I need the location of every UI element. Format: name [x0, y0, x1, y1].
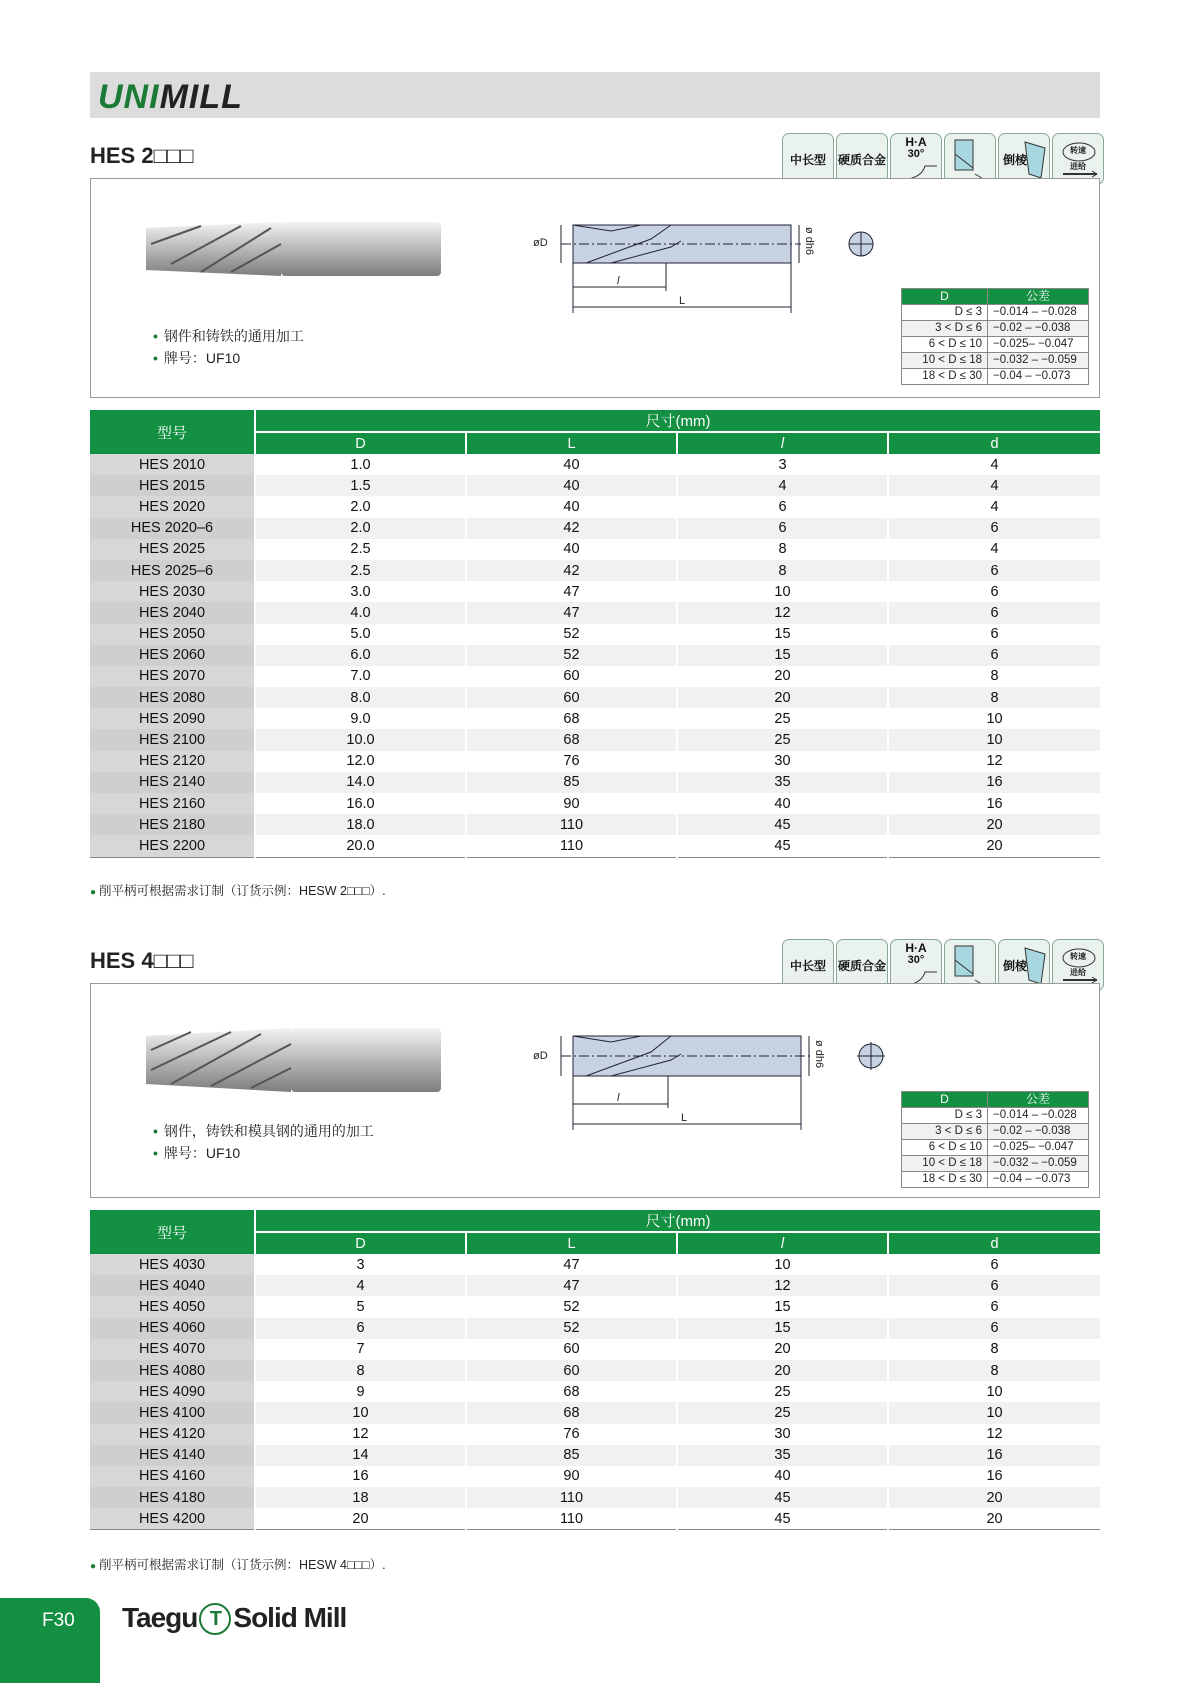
- value-cell: 42: [466, 518, 677, 539]
- model-cell: HES 4080: [90, 1360, 255, 1381]
- table-row: 3 < D ≤ 6 −0.02 – −0.038: [902, 321, 1089, 337]
- value-cell: 6.0: [255, 645, 466, 666]
- label-overall-length: L: [681, 1112, 688, 1124]
- value-cell: 20: [888, 1487, 1100, 1508]
- table-row: [90, 1339, 1100, 1360]
- label-diameter: øD: [533, 1050, 548, 1062]
- value-cell: 4: [677, 475, 888, 496]
- value-cell: 8: [677, 539, 888, 560]
- value-cell: 6: [888, 645, 1100, 666]
- table-row: 3 < D ≤ 6 −0.02 – −0.038: [902, 1124, 1089, 1140]
- value-cell: 25: [677, 1381, 888, 1402]
- value-cell: 7: [255, 1339, 466, 1360]
- model-cell: HES 2100: [90, 729, 255, 750]
- table-row: [90, 1445, 1100, 1466]
- value-cell: 20: [888, 835, 1100, 857]
- spec-table-wrap: [90, 410, 1100, 858]
- value-cell: 12: [255, 1424, 466, 1445]
- value-cell: 40: [466, 539, 677, 560]
- value-cell: 52: [466, 624, 677, 645]
- value-cell: 16: [986, 1468, 1003, 1485]
- value-cell: 45: [677, 814, 888, 835]
- feature-list: [153, 1120, 374, 1164]
- table-row: [90, 687, 1100, 708]
- chamfer-icon: 倒棱: [998, 939, 1050, 991]
- value-cell: 10: [677, 581, 888, 602]
- value-cell: 6: [888, 560, 1100, 581]
- value-cell: 20: [677, 666, 888, 687]
- table-row: [90, 496, 1100, 517]
- table-row: [90, 708, 1100, 729]
- value-cell: 90: [466, 793, 677, 814]
- table-row: [90, 751, 1100, 772]
- tolerance-table: D 公差 D ≤ 3 −0.014 – −0.028 3 < D ≤ 6 −0.02 – −0.038 6 < D ≤ 10 −0.025– −0.047 10 < D ≤ 18 −0.032 – −0.059 18 < D ≤ 30 −0.04 – −0.073: [901, 288, 1089, 385]
- value-cell: 4: [888, 475, 1100, 496]
- footnote: ● 削平柄可根据需求订制（订货示例：HESW 2□□□）.: [90, 884, 386, 898]
- model-cell: HES 4160: [90, 1466, 255, 1487]
- value-cell: 47: [466, 581, 677, 602]
- model-cell: HES 4030: [90, 1254, 255, 1275]
- value-cell: 4: [990, 498, 999, 515]
- value-cell: 5.0: [255, 624, 466, 645]
- model-cell: HES 2080: [90, 687, 255, 708]
- table-row: [90, 1381, 1100, 1402]
- value-cell: 76: [466, 751, 677, 772]
- table-row: [90, 835, 1100, 857]
- product-panel: [90, 983, 1100, 1198]
- value-cell: 60: [466, 687, 677, 708]
- table-row: [90, 772, 1100, 793]
- label-diameter: øD: [533, 237, 548, 249]
- value-cell: 6: [677, 518, 888, 539]
- table-row: [90, 602, 1100, 623]
- model-cell: HES 4050: [90, 1296, 255, 1317]
- value-cell: 20: [677, 1360, 888, 1381]
- model-cell: HES 2010: [90, 454, 255, 475]
- value-cell: 18.0: [255, 814, 466, 835]
- model-cell: HES 2040: [90, 602, 255, 623]
- value-cell: 8: [255, 1360, 466, 1381]
- value-cell: 47: [466, 1275, 677, 1296]
- value-cell: 5: [255, 1296, 466, 1317]
- model-cell: HES 2090: [90, 708, 255, 729]
- label-flute-length: l: [617, 1092, 620, 1104]
- value-cell: 9: [255, 1381, 466, 1402]
- model-cell: HES 2200: [90, 835, 255, 857]
- value-cell: 20.0: [255, 835, 466, 857]
- model-cell: HES 2060: [90, 645, 255, 666]
- table-row: [90, 518, 1100, 539]
- value-cell: 10: [888, 729, 1100, 750]
- value-cell: 16.0: [255, 793, 466, 814]
- value-cell: 2.0: [255, 496, 466, 517]
- value-cell: 16: [888, 1445, 1100, 1466]
- value-cell: 68: [466, 1402, 677, 1423]
- value-cell: 85: [466, 1445, 677, 1466]
- model-cell: HES 4120: [90, 1424, 255, 1445]
- value-cell: 12: [986, 1426, 1003, 1443]
- value-cell: 8: [990, 668, 999, 685]
- value-cell: 2.0: [255, 518, 466, 539]
- medium-length-icon: 中长型: [782, 133, 834, 185]
- value-cell: 10: [677, 1254, 888, 1275]
- model-cell: HES 2120: [90, 751, 255, 772]
- carbide-icon: 硬质合金: [836, 939, 888, 991]
- value-cell: 40: [466, 454, 677, 475]
- value-cell: 40: [677, 793, 888, 814]
- table-row: D ≤ 3 −0.014 – −0.028: [902, 305, 1089, 321]
- value-cell: 8: [888, 687, 1100, 708]
- value-cell: 15: [677, 1318, 888, 1339]
- model-cell: HES 2015: [90, 475, 255, 496]
- table-row: [90, 1487, 1100, 1508]
- table-row: [90, 1402, 1100, 1423]
- value-cell: 15: [677, 645, 888, 666]
- value-cell: 6: [888, 1275, 1100, 1296]
- value-cell: 1.0: [255, 454, 466, 475]
- value-cell: 9.0: [255, 708, 466, 729]
- value-cell: 40: [466, 475, 677, 496]
- value-cell: 10.0: [255, 729, 466, 750]
- helix-angle-icon: H·A 30°: [890, 939, 942, 991]
- product-panel: [90, 178, 1100, 398]
- table-row: [90, 454, 1100, 475]
- value-cell: 35: [677, 1445, 888, 1466]
- page-number: F30: [42, 1610, 75, 1631]
- table-row: [90, 729, 1100, 750]
- value-cell: 6: [990, 583, 999, 600]
- value-cell: 10: [888, 1402, 1100, 1423]
- value-cell: 12: [677, 602, 888, 623]
- value-cell: 14: [255, 1445, 466, 1466]
- table-row: [90, 1296, 1100, 1317]
- feature-list: [153, 325, 304, 369]
- value-cell: 4.0: [255, 602, 466, 623]
- section-title: HES 2□□□: [90, 143, 194, 168]
- value-cell: 20: [888, 1508, 1100, 1530]
- value-cell: 30: [677, 751, 888, 772]
- label-shank: ø dh6: [803, 227, 815, 256]
- value-cell: 8.0: [255, 687, 466, 708]
- value-cell: 35: [677, 772, 888, 793]
- label-flute-length: l: [617, 275, 620, 287]
- table-row: [90, 539, 1100, 560]
- value-cell: 8: [990, 1341, 999, 1358]
- value-cell: 25: [677, 1402, 888, 1423]
- spec-table-wrap: [90, 1210, 1100, 1530]
- value-cell: 16: [888, 772, 1100, 793]
- table-row: [90, 1466, 1100, 1487]
- value-cell: 90: [466, 1466, 677, 1487]
- value-cell: 8: [888, 1360, 1100, 1381]
- model-cell: HES 2020–6: [90, 518, 255, 539]
- tolerance-table: D 公差 D ≤ 3 −0.014 – −0.028 3 < D ≤ 6 −0.02 – −0.038 6 < D ≤ 10 −0.025– −0.047 10 < D ≤ 18 −0.032 – −0.059 18 < D ≤ 30 −0.04 – −0.073: [901, 1091, 1089, 1188]
- value-cell: 60: [466, 666, 677, 687]
- table-row: [90, 793, 1100, 814]
- value-cell: 6: [990, 626, 999, 643]
- value-cell: 110: [466, 835, 677, 857]
- unimill-logo: UNIMILL: [98, 78, 243, 116]
- chamfer-icon: 倒棱: [998, 133, 1050, 185]
- table-row: 10 < D ≤ 18 −0.032 – −0.059: [902, 353, 1089, 369]
- model-cell: HES 4060: [90, 1318, 255, 1339]
- value-cell: 6: [888, 518, 1100, 539]
- end-mill-photo: [141, 1024, 461, 1104]
- speed-feed-icon: 转速 进给: [1052, 939, 1104, 991]
- value-cell: 30: [677, 1424, 888, 1445]
- speed-feed-icon: 转速 进给: [1052, 133, 1104, 185]
- value-cell: 40: [677, 1466, 888, 1487]
- model-cell: HES 2180: [90, 814, 255, 835]
- value-cell: 3: [677, 454, 888, 475]
- value-cell: 10: [255, 1402, 466, 1423]
- table-row: [90, 1424, 1100, 1445]
- value-cell: 25: [677, 708, 888, 729]
- value-cell: 10: [986, 1383, 1003, 1400]
- value-cell: 3.0: [255, 581, 466, 602]
- list-item: • 钢件，铸铁和模具钢的通用的加工: [153, 1123, 374, 1139]
- table-row: [90, 1318, 1100, 1339]
- value-cell: 76: [466, 1424, 677, 1445]
- value-cell: 2.5: [255, 560, 466, 581]
- model-cell: HES 4090: [90, 1381, 255, 1402]
- value-cell: 4: [990, 456, 999, 473]
- table-row: [90, 624, 1100, 645]
- spec-table: 型号 尺寸(mm) D L l d HES 2010 1.0 40 3 4 HES 2015 1.5 40 4 4 HES 2020 2.0 40 6 4 HES 2020–6 2.0 42 6 6 HES 2025 2.5 40 8 4 HES 2025–6 2.5 42 8 6 HES 2030 3.0 47 10 6 HES 2040 4.0 47 12 6 HES 2050 5.0 52 15 6 HES 2060 6.0 52 15 6 HES 2070 7.0 60 20 8 HES 2080 8.0 60 20 8 HES 2090 9.0 68 25 10 HES 2100 10.0 68 25 10 HES 2120 12.0 76 30 12 HES 2140 14.0 85 35 16 HES 2160 16.0 90 40 16 HES 2180 18.0 110 45 20 HES 2200 20.0 110 45 20: [90, 410, 1100, 858]
- list-item: • 钢件和铸铁的通用加工: [153, 328, 304, 344]
- value-cell: 12: [677, 1275, 888, 1296]
- value-cell: 10: [986, 710, 1003, 727]
- value-cell: 6: [888, 1318, 1100, 1339]
- table-row: [90, 645, 1100, 666]
- value-cell: 15: [677, 1296, 888, 1317]
- value-cell: 16: [255, 1466, 466, 1487]
- table-row: 6 < D ≤ 10 −0.025– −0.047: [902, 1140, 1089, 1156]
- list-item: • 牌号：UF10: [153, 350, 241, 366]
- value-cell: 15: [677, 624, 888, 645]
- table-row: [90, 1254, 1100, 1275]
- model-cell: HES 4180: [90, 1487, 255, 1508]
- table-row: [90, 1360, 1100, 1381]
- list-item: • 牌号：UF10: [153, 1145, 241, 1161]
- value-cell: 60: [466, 1360, 677, 1381]
- value-cell: 1.5: [255, 475, 466, 496]
- value-cell: 12.0: [255, 751, 466, 772]
- helix-angle-icon: H·A 30°: [890, 133, 942, 185]
- value-cell: 2.5: [255, 539, 466, 560]
- model-cell: HES 2140: [90, 772, 255, 793]
- value-cell: 68: [466, 729, 677, 750]
- model-cell: HES 2025: [90, 539, 255, 560]
- value-cell: 85: [466, 772, 677, 793]
- value-cell: 4: [255, 1275, 466, 1296]
- model-cell: HES 4040: [90, 1275, 255, 1296]
- value-cell: 25: [677, 729, 888, 750]
- table-row: [90, 581, 1100, 602]
- model-cell: HES 4070: [90, 1339, 255, 1360]
- table-row: 10 < D ≤ 18 −0.032 – −0.059: [902, 1156, 1089, 1172]
- table-row: [90, 560, 1100, 581]
- value-cell: 42: [466, 560, 677, 581]
- label-overall-length: L: [679, 295, 686, 307]
- value-cell: 6: [677, 496, 888, 517]
- value-cell: 20: [888, 814, 1100, 835]
- value-cell: 12: [986, 753, 1003, 770]
- table-row: [90, 1275, 1100, 1296]
- label-shank: ø dh6: [813, 1040, 825, 1069]
- value-cell: 14.0: [255, 772, 466, 793]
- value-cell: 110: [466, 1487, 677, 1508]
- value-cell: 68: [466, 1381, 677, 1402]
- value-cell: 110: [466, 814, 677, 835]
- value-cell: 6: [255, 1318, 466, 1339]
- model-cell: HES 2020: [90, 496, 255, 517]
- value-cell: 40: [466, 496, 677, 517]
- table-row: [90, 1508, 1100, 1530]
- value-cell: 6: [990, 1256, 999, 1273]
- value-cell: 68: [466, 708, 677, 729]
- value-cell: 7.0: [255, 666, 466, 687]
- value-cell: 3: [255, 1254, 466, 1275]
- value-cell: 47: [466, 602, 677, 623]
- table-row: D ≤ 3 −0.014 – −0.028: [902, 1108, 1089, 1124]
- section-title: HES 4□□□: [90, 948, 194, 973]
- table-row: 18 < D ≤ 30 −0.04 – −0.073: [902, 1172, 1089, 1188]
- value-cell: 60: [466, 1339, 677, 1360]
- model-cell: HES 2030: [90, 581, 255, 602]
- model-cell: HES 4200: [90, 1508, 255, 1530]
- table-row: [90, 475, 1100, 496]
- value-cell: 20: [677, 687, 888, 708]
- value-cell: 20: [677, 1339, 888, 1360]
- footnote: ● 削平柄可根据需求订制（订货示例：HESW 4□□□）.: [90, 1558, 386, 1572]
- value-cell: 110: [466, 1508, 677, 1530]
- end-mill-photo: [141, 214, 461, 294]
- value-cell: 6: [888, 602, 1100, 623]
- value-cell: 4: [990, 541, 999, 558]
- value-cell: 20: [255, 1508, 466, 1530]
- model-cell: HES 4100: [90, 1402, 255, 1423]
- model-cell: HES 2050: [90, 624, 255, 645]
- value-cell: 47: [466, 1254, 677, 1275]
- value-cell: 16: [986, 795, 1003, 812]
- value-cell: 52: [466, 1296, 677, 1317]
- table-row: 6 < D ≤ 10 −0.025– −0.047: [902, 337, 1089, 353]
- value-cell: 18: [255, 1487, 466, 1508]
- table-row: [90, 814, 1100, 835]
- value-cell: 6: [990, 1298, 999, 1315]
- model-cell: HES 2160: [90, 793, 255, 814]
- model-cell: HES 2025–6: [90, 560, 255, 581]
- value-cell: 45: [677, 835, 888, 857]
- taegu-logo: Taegu T Solid Mill: [122, 1602, 347, 1633]
- carbide-icon: 硬质合金: [836, 133, 888, 185]
- model-cell: HES 2070: [90, 666, 255, 687]
- spec-table: 型号 尺寸(mm) D L l d HES 4030 3 47 10 6 HES 4040 4 47 12 6 HES 4050 5 52 15 6 HES 4060 6 52 15 6 HES 4070 7 60 20 8 HES 4080 8 60 20 8 HES 4090 9 68 25 10 HES 4100 10 68 25 10 HES 4120 12 76 30 12 HES 4140 14 85 35 16 HES 4160 16 90 40 16 HES 4180 18 110 45 20 HES 4200 20 110 45 20: [90, 1210, 1100, 1530]
- value-cell: 45: [677, 1487, 888, 1508]
- table-row: 18 < D ≤ 30 −0.04 – −0.073: [902, 369, 1089, 385]
- medium-length-icon: 中长型: [782, 939, 834, 991]
- table-row: [90, 666, 1100, 687]
- value-cell: 52: [466, 645, 677, 666]
- value-cell: 52: [466, 1318, 677, 1339]
- model-cell: HES 4140: [90, 1445, 255, 1466]
- value-cell: 45: [677, 1508, 888, 1530]
- value-cell: 8: [677, 560, 888, 581]
